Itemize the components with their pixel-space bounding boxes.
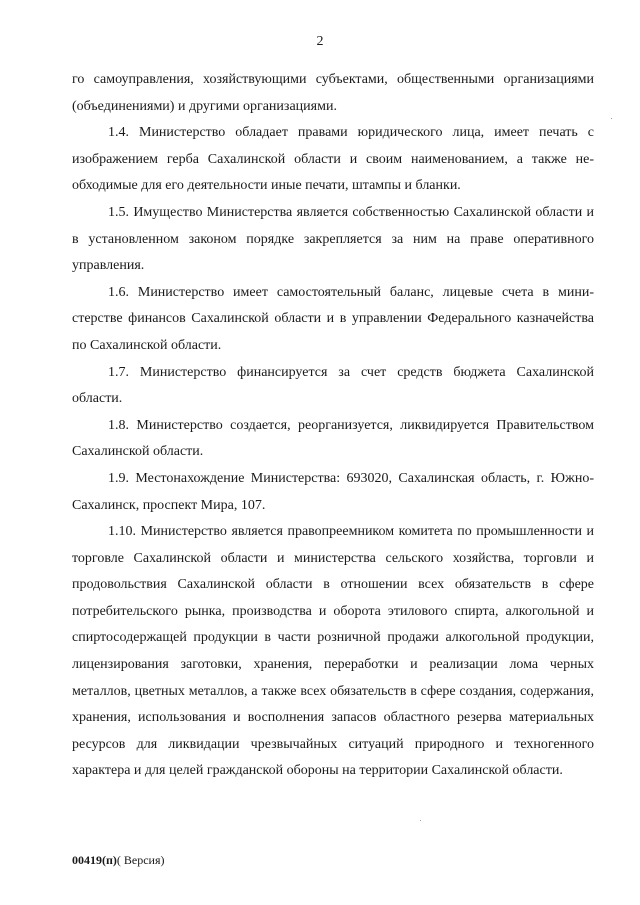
paragraph-1-6: 1.6. Министерство имеет самостоятельный баланс, лицевые счета в министерстве финансов Сахалинской области и в управлении Федерального казначейства по Сахалинской области. bbox=[72, 284, 594, 353]
paragraph-continuation: го самоуправления, хозяйствующими субъектами, общественными организациями (объединениями) и другими организациями. bbox=[72, 72, 594, 114]
paragraph-1-4: 1.4. Министерство обладает правами юридического лица, имеет печать с изображением герба Сахалинской области и своим наименованием, а также необходимые для его деятельности иные печати, штампы и бланки. bbox=[72, 125, 594, 194]
document-body bbox=[72, 67, 594, 785]
paragraph-1-10: 1.10. Министерство является правопреемником комитета по промышленности и торговле Сахалинской области и министерства сельского хозяйства, торговли и продовольствия Сахалинской области в отношении всех обязательств в сфере потребительского рынка, производства и оборота этилового спирта, алкогольной и спиртосодержащей продукции в части розничной продажи алкогольной продукции, лицензирования заготовки, хранения, переработки и реализации лома черных металлов, цветных металлов, а также всех обязательств в сфере создания, содержания, хранения, использования и восполнения запасов областного резерва материальных ресурсов для ликвидации чрезвычайных ситуаций природного и техногенного характера и для целей гражданской обороны на территории Сахалинской области. bbox=[72, 524, 594, 779]
document-footer bbox=[72, 853, 165, 868]
paragraph-1-5: 1.5. Имущество Министерства является собственностью Сахалинской области и в установленном законом порядке закрепляется за ним на праве оперативного управления. bbox=[72, 204, 594, 274]
paragraph-1-7: 1.7. Министерство финансируется за счет средств бюджета Сахалинской области. bbox=[72, 364, 594, 407]
page-number: 2 bbox=[316, 34, 324, 49]
scan-speck bbox=[420, 820, 421, 821]
document-code: 00419(п) bbox=[72, 853, 117, 867]
document-version: ( Версия) bbox=[116, 853, 165, 867]
paragraph-1-9: 1.9. Местонахождение Министерства: 693020, Сахалинская область, г. Южно-Сахалинск, проспект Мира, 107. bbox=[72, 470, 594, 513]
paragraph-1-8: 1.8. Министерство создается, реорганизуется, ликвидируется Правительством Сахалинской области. bbox=[72, 417, 594, 460]
scan-speck bbox=[611, 118, 612, 119]
